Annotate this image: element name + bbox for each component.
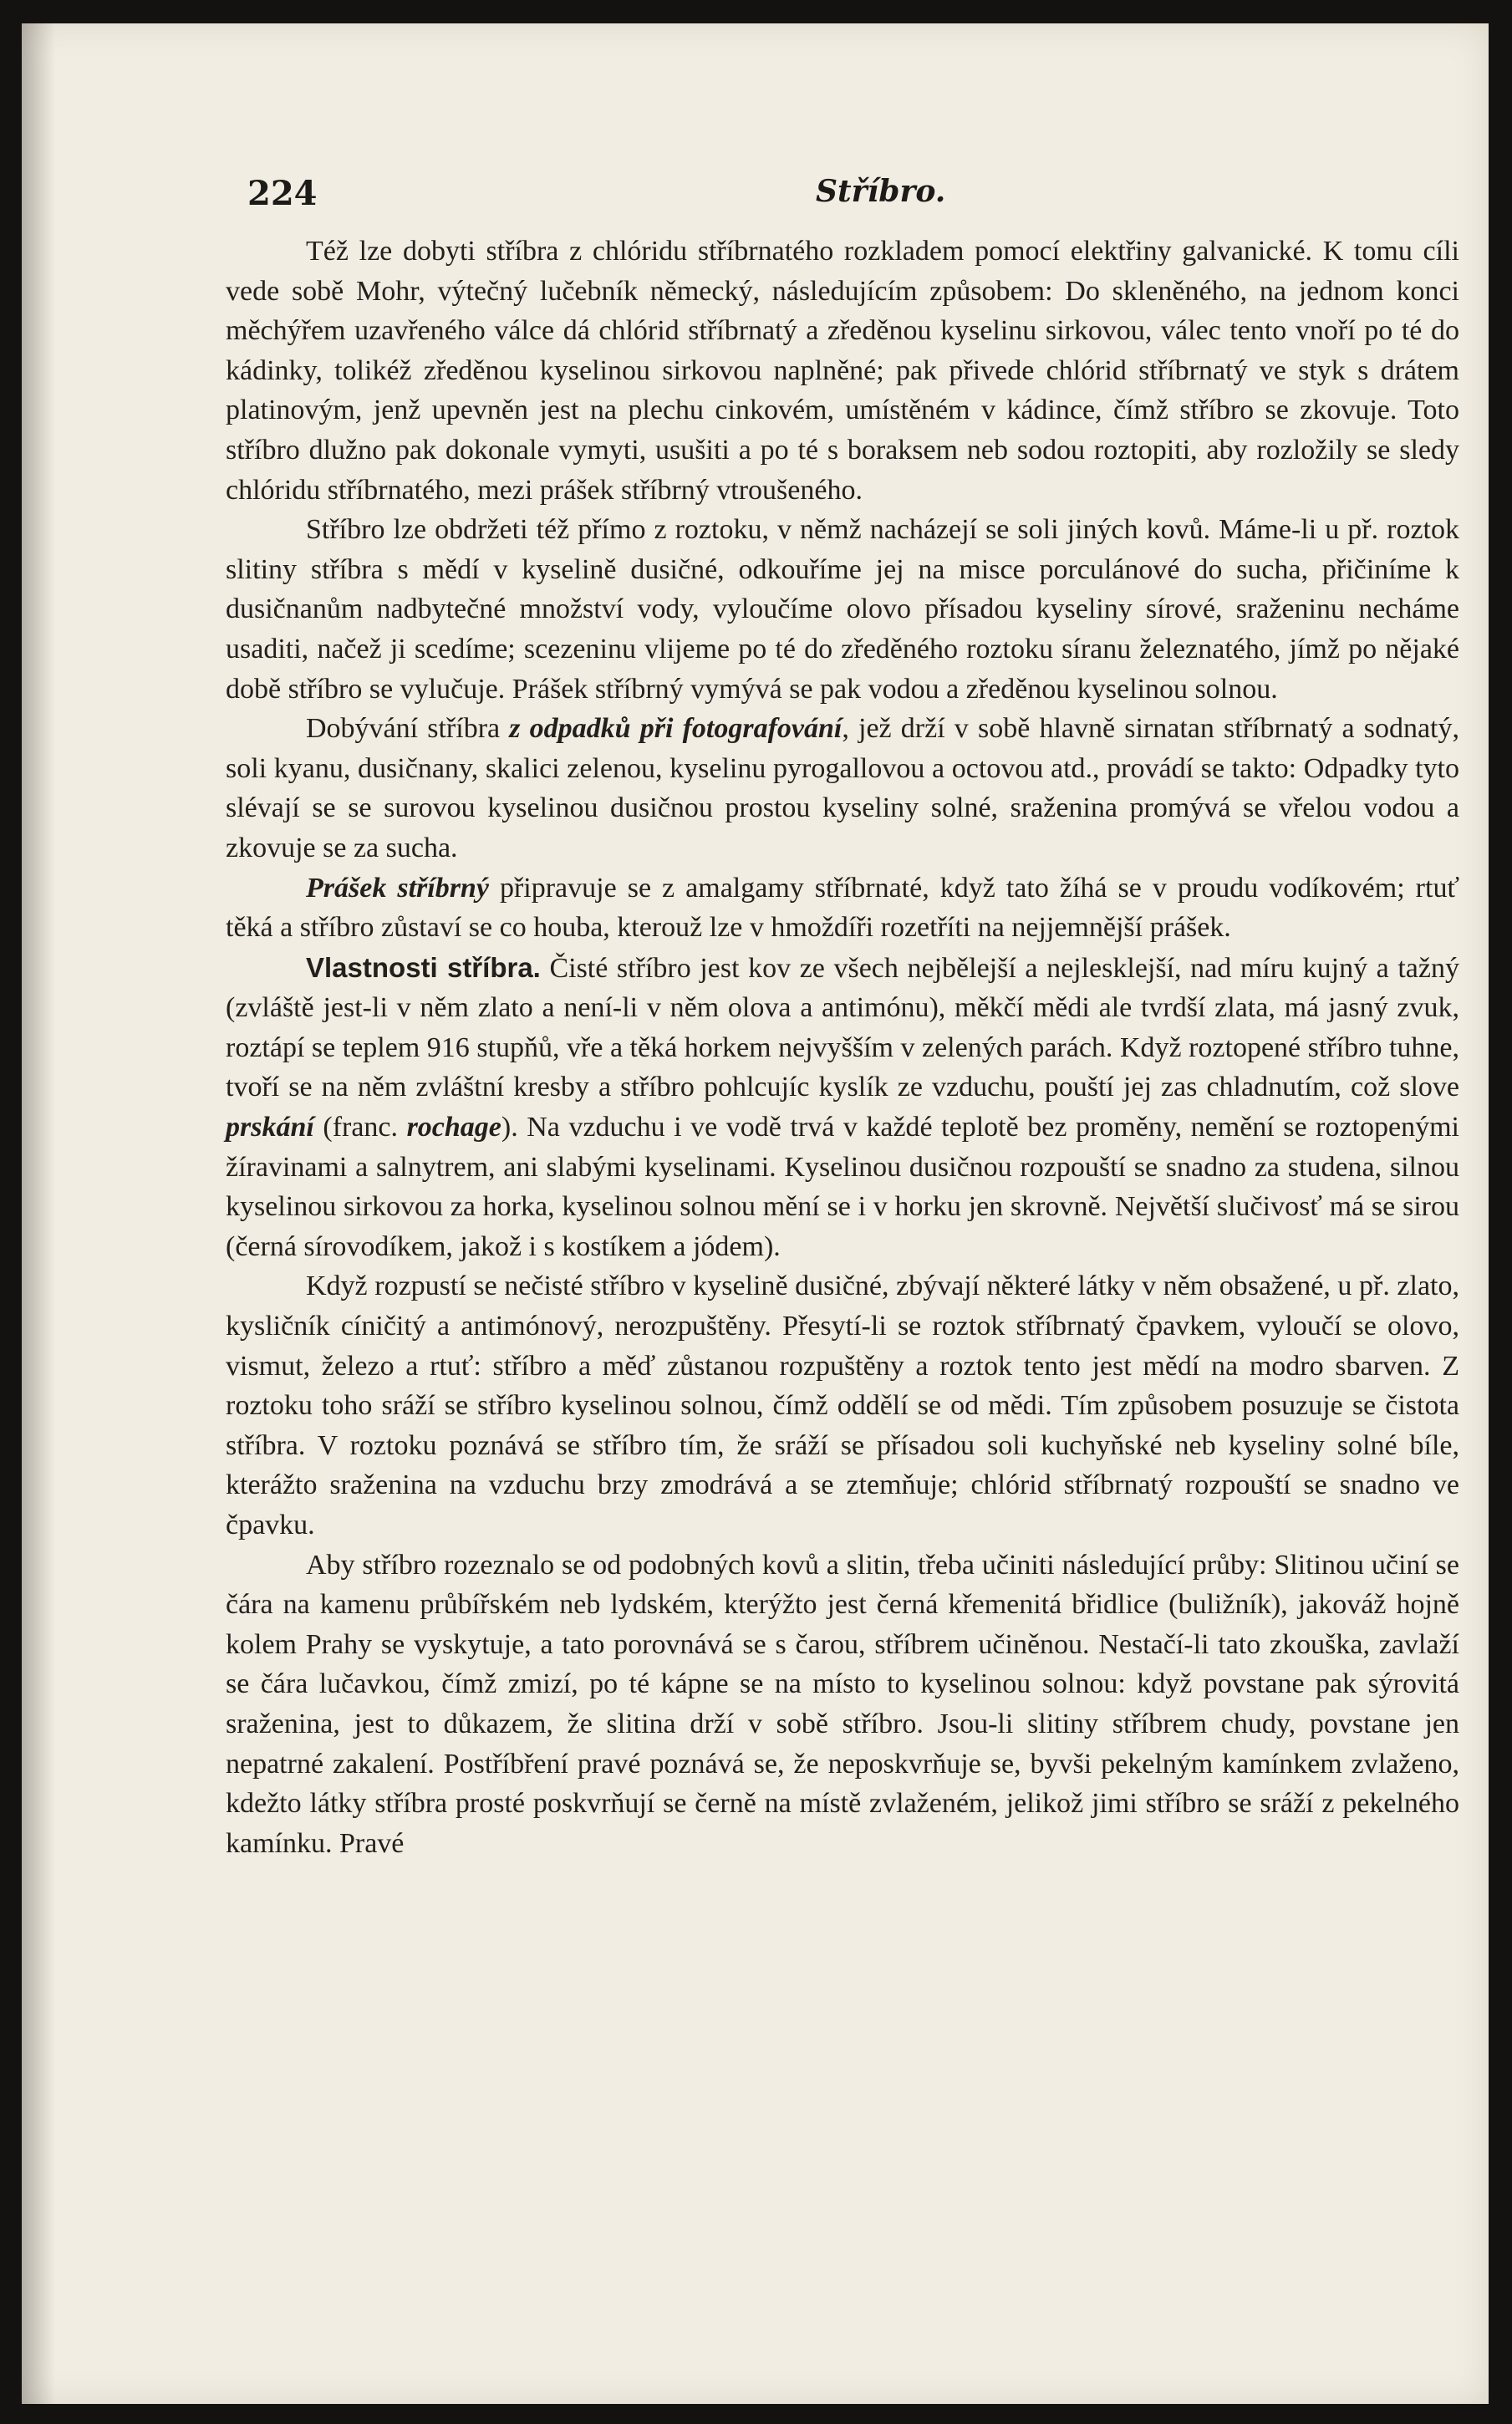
spine-shadow [22, 23, 55, 2404]
page-header [247, 174, 1489, 224]
paragraph [226, 948, 1459, 1267]
body-text [226, 232, 1459, 1863]
paragraph [226, 868, 1459, 948]
paragraph [226, 232, 1459, 510]
running-title: Stříbro. [816, 174, 946, 209]
paragraph [226, 1546, 1459, 1864]
paragraph-text: připravuje se z amalgamy stříbrnaté, když tato žíhá se v proudu vodíkovém; rtuť těká a stříbro zůstaví se co houba, kterouž lze v hmoždíři rozetříti na nejjemnější prášek. [226, 872, 1459, 944]
paragraph-text: Když rozpustí se nečisté stříbro v kyselině dusičné, zbývají některé látky v něm obsažené, u př. zlato, kysličník cíničitý a antimónový, nerozpuštěny. Přesytí-li se roztok stříbrnatý čpavkem, vyloučí se olovo, vismut, železo a rtuť: stříbro a měď zůstanou rozpuštěny a roztok tento jest mědí na modro sbarven. Z roztoku toho sráží se stříbro kyselinou solnou, čímž oddělí se od mědi. Tím způsobem posuzuje se čistota stříbra. V roztoku poznává se stříbro tím, že sráží se přísadou soli kuchyňské neb kyseliny solné bíle, kterážto sraženina na vzduchu brzy zmodrává a se ztemňuje; chlórid stříbrnatý rozpouští se snadno ve čpavku. [226, 1271, 1459, 1540]
paragraph [226, 709, 1459, 868]
section-heading: Vlastnosti stříbra. [306, 951, 541, 983]
paragraph-text: Stříbro lze obdržeti též přímo z roztoku, v němž nacházejí se soli jiných kovů. Máme-li u př. roztok slitiny stříbra s mědí v kyselině dusičné, odkouříme jej na misce porculánové do sucha, přičiníme k dusičnanům nadbytečné množství vody, vyloučíme olovo přísadou kyseliny sírové, sraženinu necháme usaditi, načež ji scedíme; scezeninu vlijeme po té do zředěného roztoku síranu železnatého, jímž po nějaké době stříbro se vylučuje. Prášek stříbrný vymývá se pak vodou a zředěnou kyselinou solnou. [226, 514, 1459, 705]
paragraph-text: , jež drží v sobě hlavně sirnatan stříbrnatý a sodnatý, soli kyanu, dusičnany, skalici zelenou, kyselinu pyrogallovou a octovou atd., provádí se takto: Odpadky tyto slévají se se surovou kyselinou dusičnou prostou kyseliny solné, sraženina promývá se vřelou vodou a zkovuje se za sucha. [226, 713, 1460, 863]
paragraph-text: ). Na vzduchu i ve vodě trvá v každé teplotě bez proměny, nemění se roztopenými žíravinami a salnytrem, ani slabými kyselinami. Kyselinou dusičnou rozpouští se snadno za studena, silnou kyselinou sirkovou za horka, kyselinou solnou mění se i v horku jen skrovně. Největší slučivosť má se sirou (černá sírovodíkem, jakož i s kostíkem a jódem). [226, 1112, 1459, 1262]
emphasis: z odpadků při fotografování [509, 713, 843, 745]
emphasis: Prášek stříbrný [306, 872, 489, 904]
paragraph-lead: Dobývání stříbra [306, 713, 510, 745]
paragraph-text: Aby stříbro rozeznalo se od podobných kovů a slitin, třeba učiniti následující průby: Slitinou učiní se čára na kamenu průbířském neb lydském, kterýžto jest černá křemenitá břidlice (buližník), jakováž hojně kolem Prahy se vyskytuje, a tato porovnává se s čarou, stříbrem učiněnou. Nestačí-li tato zkouška, zavlaží se čára lučavkou, čímž zmizí, po té kápne se na místo to kyselinou solnou: když povstane pak sýrovitá sraženina, jest to důkazem, že slitina drží v sobě stříbro. Jsou-li slitiny stříbrem chudy, povstane jen nepatrné zakalení. Postříbření pravé poznává se, že neposkvrňuje se, byvši pekelným kamínkem zvlaženo, kdežto látky stříbra prosté poskvrňují se černě na místě zvlaženém, jelikož jimi stříbro se sráží z pekelného kamínku. Pravé [226, 1549, 1459, 1859]
emphasis: prskání [226, 1112, 314, 1143]
paragraph-text: Též lze dobyti stříbra z chlóridu stříbrnatého rozkladem pomocí elektřiny galvanické. K tomu cíli vede sobě Mohr, výtečný lučebník německý, následujícím způsobem: Do skleněného, na jednom konci měchýřem uzavřeného válce dá chlórid stříbrnatý a zředěnou kyselinu sirkovou, válec tento vnoří po té do kádinky, tolikéž zředěnou kyselinou sirkovou naplněné; pak přivede chlórid stříbrnatý ve styk s drátem platinovým, jenž upevněn jest na plechu cinkovém, umístěném v kádince, čímž stříbro se zkovuje. Toto stříbro dlužno pak dokonale vymyti, usušiti a po té s boraksem neb sodou roztopiti, aby rozložily se sledy chlóridu stříbrnatého, mezi prášek stříbrný vtroušeného. [226, 236, 1459, 506]
paragraph [226, 510, 1459, 709]
paragraph [226, 1266, 1459, 1545]
paragraph-text: Čisté stříbro jest kov ze všech nejbělejší a nejlesklejší, nad míru kujný a tažný (zvláště jest-li v něm zlato a není-li v něm olova a antimónu), měkčí mědi ale tvrdší zlata, má jasný zvuk, roztápí se teplem 916 stupňů, vře a těká horkem nejvyšším v zelených parách. Když roztopené stříbro tuhne, tvoří se na něm zvláštní kresby a stříbro pohlcujíc kyslík ze vzduchu, pouští jej zas chladnutím, což slove [226, 952, 1459, 1103]
emphasis: rochage [406, 1112, 501, 1143]
page-number: 224 [247, 174, 318, 213]
paragraph-text: (franc. [313, 1112, 407, 1143]
